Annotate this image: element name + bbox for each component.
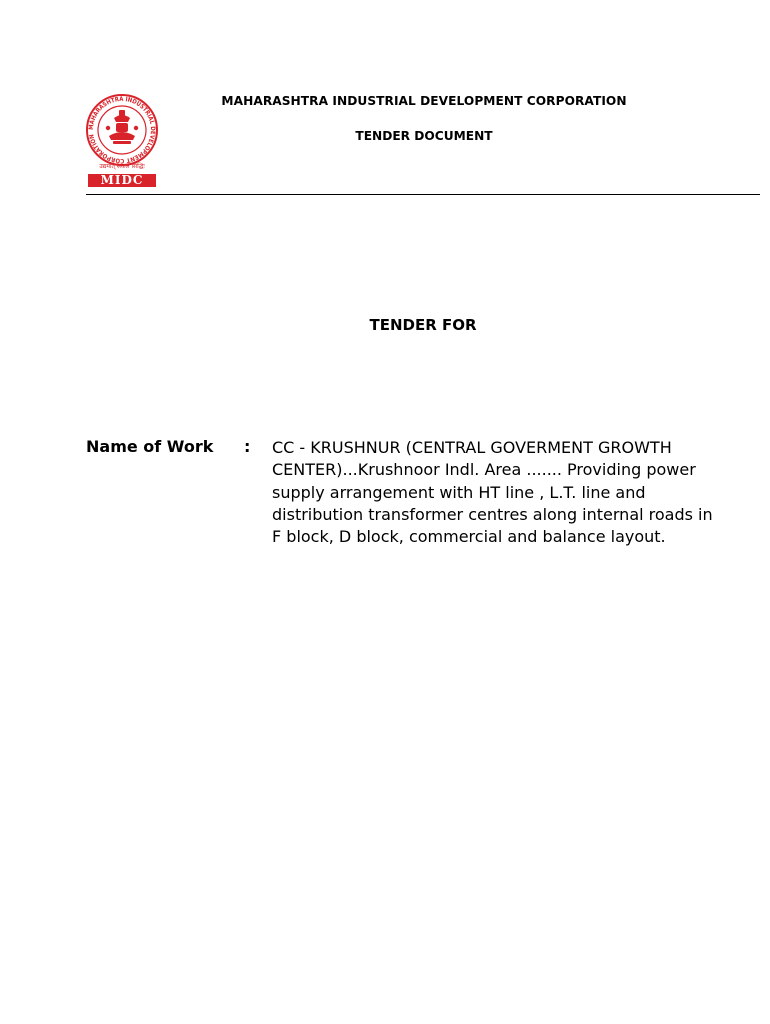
logo-motto: उद्यमात् सकल सिद्धिः [99, 163, 145, 170]
organization-name: MAHARASHTRA INDUSTRIAL DEVELOPMENT CORPORATION [221, 94, 627, 108]
header-divider [86, 194, 760, 195]
svg-text:MAHARASHTRA INDUSTRIAL DEVELOP: MAHARASHTRA INDUSTRIAL DEVELOPMENT CORPORATION [87, 95, 157, 165]
work-description: CC - KRUSHNUR (CENTRAL GOVERMENT GROWTH CENTER)...Krushnoor Indl. Area ....... Providing power supply arrangement with HT line , L.T. line and distribution transformer centres along internal roads in F block, D block, commercial and balance layout. [272, 438, 713, 547]
tender-heading: TENDER FOR [369, 316, 477, 334]
logo-wordmark: MIDC [100, 173, 144, 187]
work-label: Name of Work [86, 437, 214, 456]
document-type: TENDER DOCUMENT [355, 129, 493, 143]
midc-logo [84, 92, 160, 188]
work-separator: : [244, 437, 251, 456]
